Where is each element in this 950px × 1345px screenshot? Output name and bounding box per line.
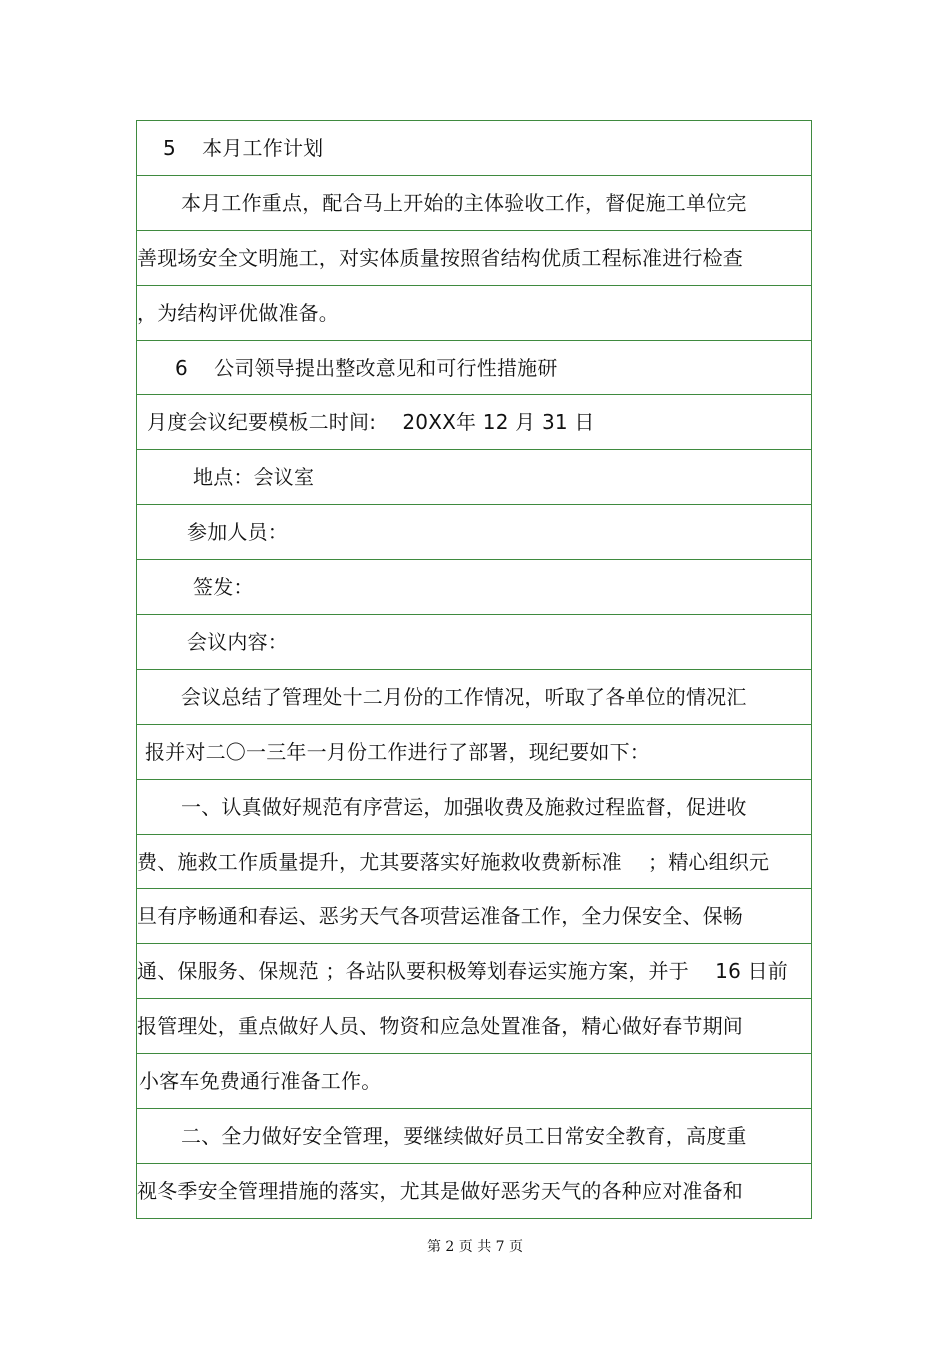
row-text: 小客车免费通行准备工作。 <box>139 1069 382 1094</box>
table-row <box>137 395 811 450</box>
row-text: 5 本月工作计划 <box>163 135 324 160</box>
table-row <box>137 944 811 999</box>
row-text: ，为结构评优做准备。 <box>137 300 339 325</box>
row-text: 报管理处，重点做好人员、物资和应急处置准备，精心做好春节期间 <box>137 1014 743 1039</box>
table-row <box>137 615 811 670</box>
table-row <box>137 231 811 286</box>
table-row <box>137 121 811 176</box>
table-row <box>137 560 811 615</box>
row-text: 参加人员： <box>187 520 288 545</box>
row-text: 会议内容： <box>187 629 288 654</box>
table-row <box>137 176 811 231</box>
table-row <box>137 1164 811 1219</box>
row-text: 费、施救工作质量提升，尤其要落实好施救收费新标准 ；精心组织元 <box>137 849 770 874</box>
row-text: 会议总结了管理处十二月份的工作情况，听取了各单位的情况汇 <box>181 684 747 709</box>
table-row <box>137 889 811 944</box>
table-row <box>137 725 811 780</box>
row-text: 通、保服务、保规范 ；各站队要积极筹划春运实施方案，并于 16 日前 <box>137 959 788 984</box>
row-text: 旦有序畅通和春运、恶劣天气各项营运准备工作，全力保安全、保畅 <box>137 904 743 929</box>
row-text: 善现场安全文明施工，对实体质量按照省结构优质工程标准进行检查 <box>137 245 743 270</box>
table-row <box>137 505 811 560</box>
table-row <box>137 450 811 505</box>
table-row <box>137 835 811 890</box>
table-row <box>137 1054 811 1109</box>
row-text: 签发： <box>193 575 254 600</box>
table-row <box>137 286 811 341</box>
document-table <box>136 120 812 1219</box>
row-text: 6 公司领导提出整改意见和可行性措施研 <box>175 355 558 380</box>
row-text: 地点：会议室 <box>193 465 315 490</box>
row-text: 一、认真做好规范有序营运，加强收费及施救过程监督，促进收 <box>181 794 747 819</box>
table-row <box>137 341 811 396</box>
table-row <box>137 1109 811 1164</box>
row-text: 视冬季安全管理措施的落实，尤其是做好恶劣天气的各种应对准备和 <box>137 1178 743 1203</box>
row-text: 月度会议纪要模板二时间: 20XX年 12 月 31 日 <box>147 410 595 435</box>
table-row <box>137 670 811 725</box>
page-footer: 第 2 页 共 7 页 <box>426 1239 524 1255</box>
table-row <box>137 780 811 835</box>
row-text: 二、全力做好安全管理，要继续做好员工日常安全教育，高度重 <box>181 1123 747 1148</box>
row-text: 本月工作重点，配合马上开始的主体验收工作，督促施工单位完 <box>181 190 747 215</box>
table-row <box>137 999 811 1054</box>
row-text: 报并对二〇一三年一月份工作进行了部署，现纪要如下： <box>145 739 650 764</box>
